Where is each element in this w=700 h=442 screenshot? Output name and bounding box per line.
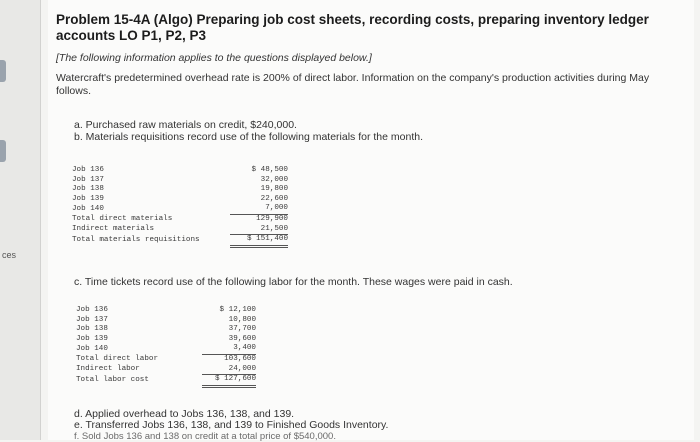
table-row	[76, 306, 256, 316]
materials-label: Job 139	[72, 194, 104, 203]
table-row	[76, 375, 256, 387]
labor-label: Job 139	[76, 334, 108, 343]
table-row	[76, 354, 256, 364]
left-rail	[0, 0, 41, 440]
item-f: f. Sold Jobs 136 and 138 on credit at a total price of $540,000.	[74, 431, 336, 442]
labor-amount: $ 12,100	[219, 306, 256, 314]
table-row	[76, 365, 256, 375]
labor-amount: 37,700	[228, 325, 256, 334]
materials-table	[72, 166, 288, 248]
labor-table	[76, 306, 256, 388]
table-row	[72, 176, 288, 186]
materials-label: Job 136	[72, 166, 104, 174]
labor-total-amount: $ 127,600	[202, 375, 256, 387]
labor-label: Indirect labor	[76, 364, 140, 373]
materials-label: Indirect materials	[72, 224, 155, 233]
materials-total-label: Total materials requisitions	[72, 235, 200, 244]
materials-label: Job 137	[72, 175, 104, 184]
table-row	[72, 235, 288, 247]
item-e: e. Transferred Jobs 136, 138, and 139 to Finished Goods Inventory.	[74, 419, 389, 431]
materials-amount: 21,500	[230, 225, 288, 235]
labor-label: Total direct labor	[76, 354, 159, 363]
table-row	[72, 214, 288, 224]
table-row	[76, 316, 256, 326]
table-row	[72, 195, 288, 205]
item-d: d. Applied overhead to Jobs 136, 138, and 139.	[74, 408, 295, 420]
labor-amount: 24,000	[202, 365, 256, 375]
rail-label: ces	[2, 250, 17, 260]
materials-amount: 129,900	[256, 214, 288, 223]
problem-panel	[48, 0, 694, 440]
table-row	[76, 335, 256, 345]
labor-amount: 10,800	[228, 315, 256, 324]
table-row	[76, 325, 256, 335]
materials-label: Total direct materials	[72, 214, 173, 223]
materials-amount: 7,000	[230, 204, 288, 214]
materials-label: Job 140	[72, 204, 104, 213]
labor-label: Job 137	[76, 315, 108, 324]
problem-intro: Watercraft's predetermined overhead rate is 200% of direct labor. Information on the company's production activities during May follows.	[56, 72, 650, 97]
materials-amount: 22,600	[260, 194, 288, 203]
labor-label: Job 140	[76, 344, 108, 353]
materials-amount: $ 48,500	[251, 166, 288, 174]
materials-label: Job 138	[72, 185, 104, 194]
labor-amount: 3,400	[202, 344, 256, 354]
item-c: c. Time tickets record use of the following labor for the month. These wages were paid in cash.	[74, 276, 513, 288]
labor-total-label: Total labor cost	[76, 375, 149, 384]
labor-amount: 39,600	[228, 334, 256, 343]
labor-label: Job 136	[76, 306, 108, 314]
labor-amount: 103,600	[224, 354, 256, 363]
table-row	[76, 344, 256, 354]
table-row	[72, 204, 288, 214]
materials-amount: 32,000	[260, 175, 288, 184]
materials-amount: 19,800	[260, 185, 288, 194]
problem-title: Problem 15-4A (Algo) Preparing job cost sheets, recording costs, preparing inventory ledger accounts LO P1, P2, P3	[56, 12, 649, 43]
item-b: b. Materials requisitions record use of the following materials for the month.	[74, 131, 423, 143]
item-a: a. Purchased raw materials on credit, $240,000.	[74, 119, 297, 131]
table-row	[72, 185, 288, 195]
rail-tab[interactable]	[0, 140, 6, 162]
rail-tab[interactable]	[0, 60, 6, 82]
materials-total-amount: $ 151,400	[230, 235, 288, 247]
labor-label: Job 138	[76, 325, 108, 334]
table-row	[72, 225, 288, 235]
problem-subtitle: [The following information applies to the questions displayed below.]	[56, 52, 372, 64]
table-row	[72, 166, 288, 176]
